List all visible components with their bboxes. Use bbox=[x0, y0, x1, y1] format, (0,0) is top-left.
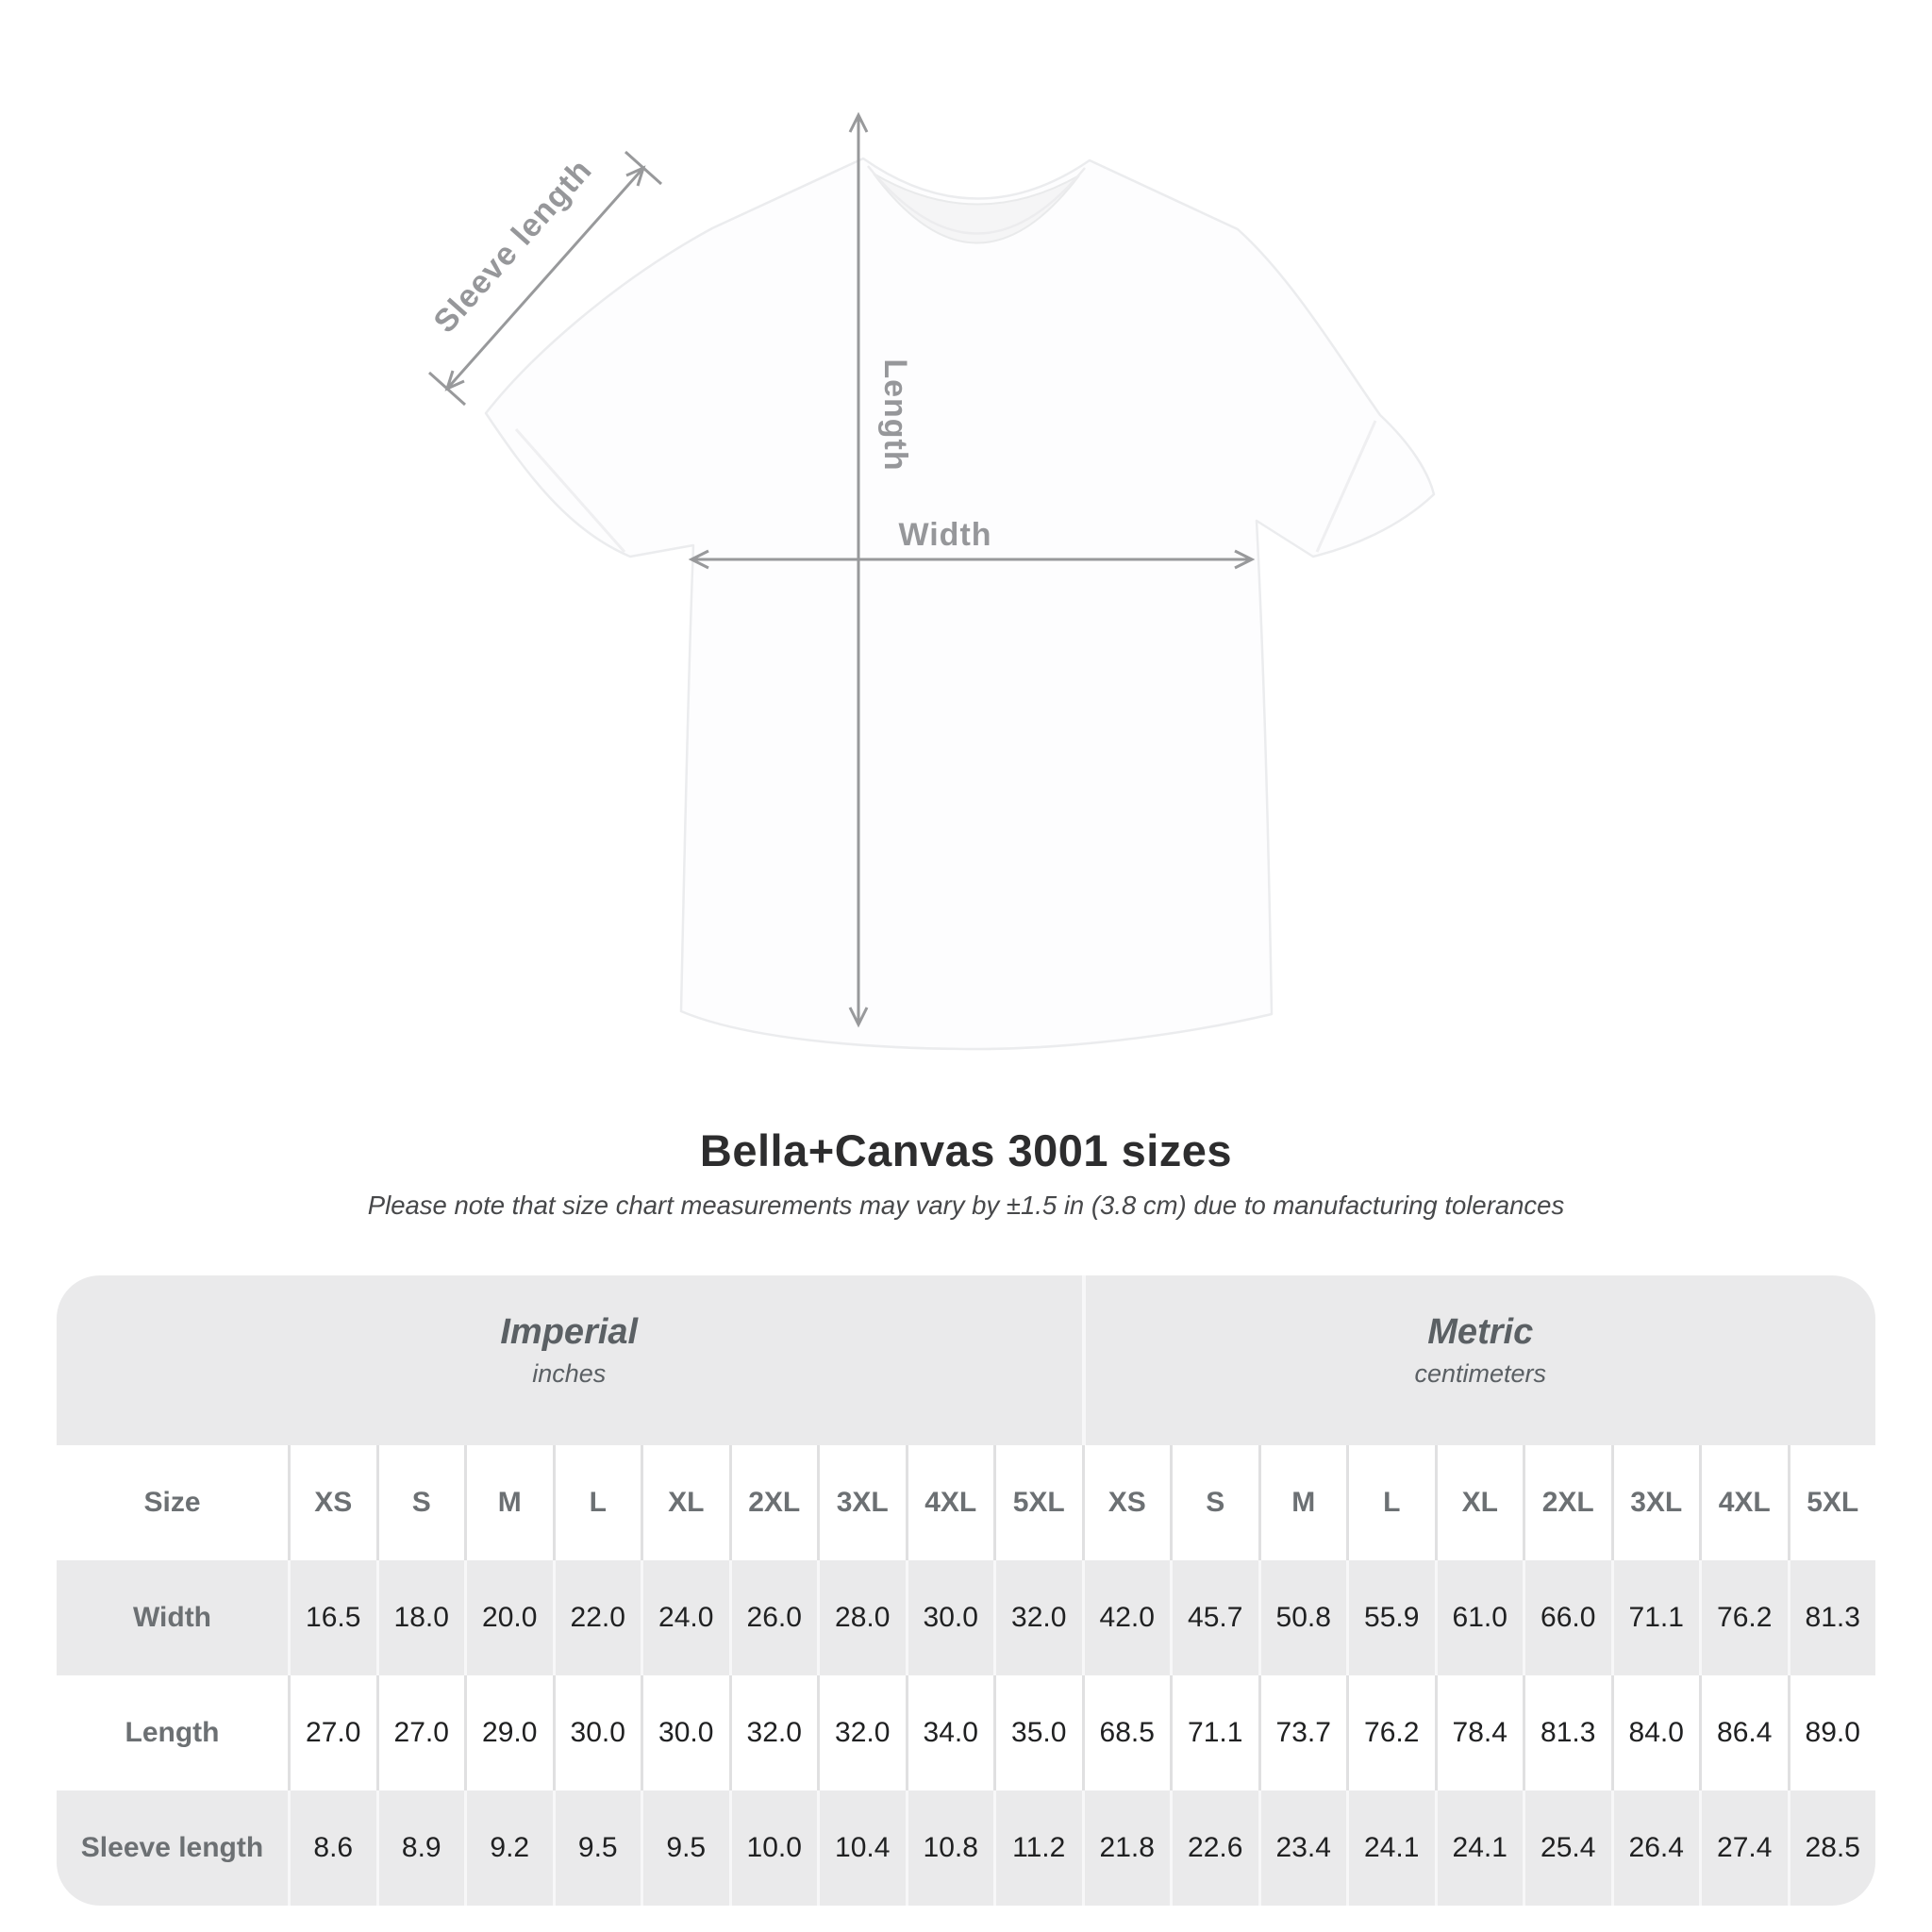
value-cell-imperial: 32.0 bbox=[817, 1675, 906, 1790]
value-cell-imperial: 10.8 bbox=[906, 1790, 994, 1906]
value-cell-metric: 21.8 bbox=[1082, 1790, 1171, 1906]
value-cell-metric: 71.1 bbox=[1611, 1560, 1700, 1675]
value-cell-imperial: 30.0 bbox=[553, 1675, 641, 1790]
value-cell-imperial: 18.0 bbox=[376, 1560, 465, 1675]
value-cell-imperial: 26.0 bbox=[729, 1560, 818, 1675]
value-cell-metric: 55.9 bbox=[1346, 1560, 1435, 1675]
imperial-group-unit: inches bbox=[532, 1359, 607, 1388]
col-header-imperial-xs: XS bbox=[288, 1445, 376, 1560]
value-cell-imperial: 32.0 bbox=[993, 1560, 1082, 1675]
value-cell-metric: 28.5 bbox=[1788, 1790, 1876, 1906]
value-cell-imperial: 29.0 bbox=[464, 1675, 553, 1790]
value-cell-metric: 76.2 bbox=[1346, 1675, 1435, 1790]
imperial-group-label: Imperial bbox=[500, 1312, 639, 1352]
value-cell-imperial: 32.0 bbox=[729, 1675, 818, 1790]
value-cell-metric: 76.2 bbox=[1699, 1560, 1788, 1675]
value-cell-imperial: 24.0 bbox=[641, 1560, 729, 1675]
col-header-imperial-4xl: 4XL bbox=[906, 1445, 994, 1560]
value-cell-imperial: 10.4 bbox=[817, 1790, 906, 1906]
value-cell-metric: 66.0 bbox=[1523, 1560, 1611, 1675]
value-cell-imperial: 27.0 bbox=[288, 1675, 376, 1790]
col-header-imperial-5xl: 5XL bbox=[993, 1445, 1082, 1560]
value-cell-metric: 42.0 bbox=[1082, 1560, 1171, 1675]
col-header-metric-5xl: 5XL bbox=[1788, 1445, 1876, 1560]
value-cell-metric: 22.6 bbox=[1170, 1790, 1258, 1906]
col-header-imperial-m: M bbox=[464, 1445, 553, 1560]
metric-group-label: Metric bbox=[1427, 1312, 1534, 1352]
row-label: Width bbox=[57, 1560, 288, 1675]
value-cell-metric: 89.0 bbox=[1788, 1675, 1876, 1790]
value-cell-imperial: 20.0 bbox=[464, 1560, 553, 1675]
col-header-imperial-l: L bbox=[553, 1445, 641, 1560]
col-header-metric-l: L bbox=[1346, 1445, 1435, 1560]
value-cell-imperial: 10.0 bbox=[729, 1790, 818, 1906]
value-cell-metric: 73.7 bbox=[1258, 1675, 1347, 1790]
col-header-metric-s: S bbox=[1170, 1445, 1258, 1560]
col-header-metric-2xl: 2XL bbox=[1523, 1445, 1611, 1560]
col-header-imperial-xl: XL bbox=[641, 1445, 729, 1560]
value-cell-metric: 23.4 bbox=[1258, 1790, 1347, 1906]
length-label: Length bbox=[877, 358, 913, 472]
value-cell-metric: 81.3 bbox=[1788, 1560, 1876, 1675]
col-header-metric-4xl: 4XL bbox=[1699, 1445, 1788, 1560]
col-header-imperial-s: S bbox=[376, 1445, 465, 1560]
value-cell-imperial: 8.6 bbox=[288, 1790, 376, 1906]
value-cell-imperial: 16.5 bbox=[288, 1560, 376, 1675]
col-header-imperial-2xl: 2XL bbox=[729, 1445, 818, 1560]
value-cell-imperial: 34.0 bbox=[906, 1675, 994, 1790]
value-cell-metric: 68.5 bbox=[1082, 1675, 1171, 1790]
metric-group-header bbox=[1082, 1275, 1876, 1445]
value-cell-imperial: 9.5 bbox=[641, 1790, 729, 1906]
value-cell-metric: 78.4 bbox=[1435, 1675, 1524, 1790]
col-header-metric-3xl: 3XL bbox=[1611, 1445, 1700, 1560]
sleeve-length-label: Sleeve length bbox=[426, 152, 600, 341]
value-cell-imperial: 11.2 bbox=[993, 1790, 1082, 1906]
value-cell-imperial: 30.0 bbox=[641, 1675, 729, 1790]
value-cell-metric: 24.1 bbox=[1346, 1790, 1435, 1906]
value-cell-metric: 71.1 bbox=[1170, 1675, 1258, 1790]
value-cell-imperial: 28.0 bbox=[817, 1560, 906, 1675]
value-cell-metric: 45.7 bbox=[1170, 1560, 1258, 1675]
imperial-group-header bbox=[57, 1275, 1082, 1445]
value-cell-imperial: 27.0 bbox=[376, 1675, 465, 1790]
value-cell-imperial: 35.0 bbox=[993, 1675, 1082, 1790]
metric-group-unit: centimeters bbox=[1414, 1359, 1547, 1388]
value-cell-metric: 26.4 bbox=[1611, 1790, 1700, 1906]
tshirt-graphic bbox=[486, 158, 1434, 1049]
tolerance-note: Please note that size chart measurements may vary by ±1.5 in (3.8 cm) due to manufacturing tolerances bbox=[367, 1191, 1565, 1220]
value-cell-metric: 61.0 bbox=[1435, 1560, 1524, 1675]
value-cell-metric: 24.1 bbox=[1435, 1790, 1524, 1906]
page-title: Bella+Canvas 3001 sizes bbox=[699, 1125, 1233, 1175]
size-column-header: Size bbox=[57, 1445, 288, 1560]
size-chart-table bbox=[57, 1275, 1875, 1906]
value-cell-imperial: 30.0 bbox=[906, 1560, 994, 1675]
value-cell-metric: 81.3 bbox=[1523, 1675, 1611, 1790]
value-cell-imperial: 8.9 bbox=[376, 1790, 465, 1906]
row-label: Length bbox=[57, 1675, 288, 1790]
value-cell-metric: 27.4 bbox=[1699, 1790, 1788, 1906]
value-cell-imperial: 22.0 bbox=[553, 1560, 641, 1675]
col-header-metric-m: M bbox=[1258, 1445, 1347, 1560]
value-cell-imperial: 9.5 bbox=[553, 1790, 641, 1906]
value-cell-metric: 84.0 bbox=[1611, 1675, 1700, 1790]
row-label: Sleeve length bbox=[57, 1790, 288, 1906]
width-label: Width bbox=[898, 517, 992, 553]
value-cell-metric: 50.8 bbox=[1258, 1560, 1347, 1675]
value-cell-metric: 86.4 bbox=[1699, 1675, 1788, 1790]
value-cell-imperial: 9.2 bbox=[464, 1790, 553, 1906]
col-header-metric-xs: XS bbox=[1082, 1445, 1171, 1560]
col-header-imperial-3xl: 3XL bbox=[817, 1445, 906, 1560]
col-header-metric-xl: XL bbox=[1435, 1445, 1524, 1560]
value-cell-metric: 25.4 bbox=[1523, 1790, 1611, 1906]
